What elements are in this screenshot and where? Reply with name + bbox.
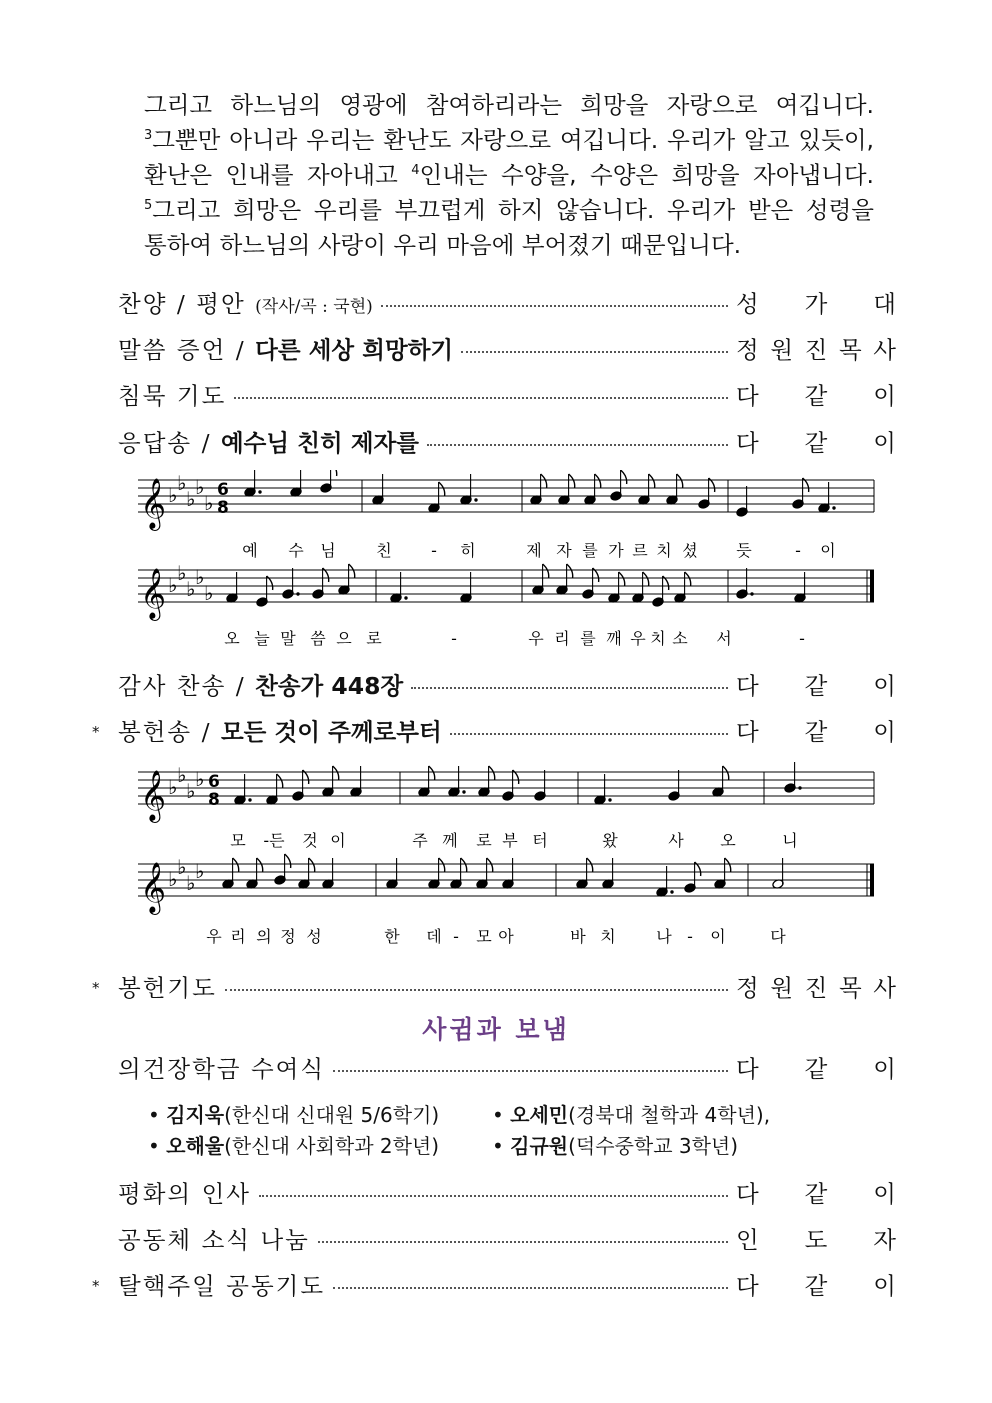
note-flag [429, 766, 435, 780]
lyric-syllable: 모 [230, 831, 246, 850]
lyric-syllable: 치 [650, 629, 666, 648]
lyric-syllable: 예 [242, 541, 258, 560]
lyric-syllable: 것 [302, 831, 318, 850]
note-flag [677, 474, 683, 488]
final-bar [870, 864, 874, 896]
note-flag [285, 854, 291, 868]
lyric-syllable: 우 [630, 629, 646, 648]
leader-dots [411, 687, 728, 689]
order-item-silent-prayer: 침묵 기도 다 같 이 [118, 376, 896, 412]
dot [248, 798, 251, 801]
order-item-thanks-hymn: 감사 찬송 / 찬송가 448장 다 같 이 [118, 666, 896, 702]
order-item-response: 응답송 / 예수님 친히 제자를 다 같 이 [118, 423, 896, 459]
note-flag [461, 858, 467, 872]
flat-sign: ♭ [186, 779, 196, 803]
note-flag [349, 564, 355, 578]
sermon-title: 다른 세상 희망하기 [255, 336, 454, 364]
dot [750, 592, 753, 595]
leader-dots [225, 989, 728, 991]
lyric-syllable: 주 [412, 831, 428, 850]
lyric-syllable: 리 [554, 629, 570, 648]
lyric-syllable: 우 [528, 629, 544, 648]
lyric-syllable: 제 [526, 541, 542, 560]
leader-dots [450, 733, 728, 735]
flat-sign: ♭ [168, 483, 178, 507]
leader-dots [234, 397, 728, 399]
lyric-syllable: 나 [656, 927, 672, 946]
lyric-syllable: - [799, 629, 805, 648]
lyric-syllable: 오 [720, 831, 736, 850]
response-song-score [0, 470, 992, 660]
lyric-syllable: 로 [476, 831, 492, 850]
order-item-prayer: * 탈핵주일 공동기도 다 같 이 [118, 1266, 896, 1302]
note-flag [621, 470, 627, 484]
note-flag [333, 766, 339, 780]
flat-sign: ♭ [177, 561, 187, 585]
lyric-syllable: 리 [230, 927, 246, 946]
lyric-syllable: 말 [280, 629, 296, 648]
offertory-song-score [0, 760, 992, 960]
order-item-news: 공동체 소식 나눔 인 도 자 [118, 1220, 896, 1256]
flat-sign: ♭ [168, 775, 178, 799]
lyric-syllable: 바 [570, 927, 586, 946]
lyric-syllable: 늘 [254, 629, 270, 648]
order-item-testimony: 말씀 증언 / 다른 세상 희망하기 정 원 진 목 사 [118, 330, 896, 366]
lyric-syllable: -든 [263, 831, 285, 850]
lyric-syllable: 소 [672, 629, 688, 648]
recipient: • 오세민(경북대 철학과 4학년), [492, 1103, 771, 1127]
flat-sign: ♭ [186, 577, 196, 601]
lyric-syllable: - [453, 927, 459, 946]
lyric-syllable: - [451, 629, 457, 648]
note-flag [331, 470, 337, 476]
lyric-syllable: 씀 [310, 629, 326, 648]
note-flag [619, 572, 625, 586]
dot [296, 592, 299, 595]
lyric-syllable: 듯 [736, 541, 752, 560]
note-flag [233, 858, 239, 872]
performer: 다 같 이 [736, 1272, 896, 1300]
lyric-syllable: - [431, 541, 437, 560]
performer: 정 원 진 목 사 [736, 974, 896, 1002]
lyric-syllable: 우 [206, 927, 222, 946]
flat-sign: ♭ [177, 471, 187, 495]
performer: 다 같 이 [736, 429, 896, 457]
leader-dots [427, 444, 728, 446]
note-flag [487, 858, 493, 872]
note-flag [723, 766, 729, 780]
time-signature-bottom: 8 [217, 498, 229, 518]
note-flag [643, 572, 649, 586]
note-flag [569, 474, 575, 488]
performer: 다 같 이 [736, 382, 896, 410]
lyric-syllable: 치 [656, 541, 672, 560]
standing-mark: * [92, 979, 100, 997]
lyric-syllable: 이 [820, 541, 836, 560]
hymn-number: 찬송가 448장 [255, 672, 404, 700]
lyric-syllable: 왔 [602, 831, 618, 850]
note-flag [439, 482, 445, 496]
lyric-syllable: 한 [384, 927, 400, 946]
order-item-offertory-prayer: * 봉헌기도 정 원 진 목 사 [118, 968, 896, 1004]
scripture-line: $^5$그리고 희망은 우리를 부끄럽게 하지 않습니다. 우리가 받은 성령을 [144, 196, 874, 224]
lyric-syllable: 님 [320, 541, 336, 560]
dot [404, 596, 407, 599]
final-bar [870, 570, 874, 602]
standing-mark: * [92, 723, 100, 741]
section-heading: 사귐과 보냄 [422, 1015, 570, 1044]
lyric-syllable: 르 [632, 541, 648, 560]
lyric-syllable: 성 [306, 927, 322, 946]
treble-clef-icon: 𝄞 [140, 478, 167, 529]
lyric-syllable: - [687, 927, 693, 946]
lyric-syllable: 로 [366, 629, 382, 648]
lyric-syllable: 다 [770, 927, 786, 946]
performer: 다 같 이 [736, 1180, 896, 1208]
verse-number: 4 [411, 163, 420, 178]
lyric-syllable: 니 [782, 831, 798, 850]
hymn-credit: (작사/곡 : 국현) [255, 297, 373, 317]
lyric-syllable: 를 [580, 629, 596, 648]
note-flag [277, 774, 283, 788]
leader-dots [333, 1070, 728, 1072]
response-title: 예수님 친히 제자를 [220, 429, 419, 457]
performer: 다 같 이 [736, 672, 896, 700]
note-flag [541, 474, 547, 488]
lyric-syllable: 사 [668, 831, 684, 850]
dot [798, 786, 801, 789]
treble-clef-icon: 𝄞 [140, 862, 167, 913]
lyric-syllable: 치 [600, 927, 616, 946]
lyric-syllable: - [795, 541, 801, 560]
lyric-syllable: 친 [376, 541, 392, 560]
leader-dots [318, 1241, 728, 1243]
lyric-syllable: 깨 [606, 629, 622, 648]
lyric-syllable: 데 [426, 927, 442, 946]
flat-sign: ♭ [204, 491, 214, 515]
lyric-syllable: 서 [716, 629, 732, 648]
scripture-line: 통하여 하느님의 사랑이 우리 마음에 부어졌기 때문입니다. [144, 231, 742, 259]
order-item-offertory-song: * 봉헌송 / 모든 것이 주께로부터 다 같 이 [118, 712, 896, 748]
scripture-line: 그리고 하느님의 영광에 참여하리라는 희망을 자랑으로 여깁니다. [144, 91, 874, 119]
note-flag [649, 474, 655, 488]
lyric-syllable: 터 [532, 831, 548, 850]
treble-clef-icon: 𝄞 [140, 568, 167, 619]
staff [138, 470, 874, 560]
staff [138, 561, 874, 648]
leader-dots [333, 1287, 728, 1289]
treble-clef-icon: 𝄞 [140, 770, 167, 821]
lyric-syllable: 히 [460, 541, 476, 560]
lyric-syllable: 이 [710, 927, 726, 946]
note-flag [725, 858, 731, 872]
lyric-syllable: 셨 [682, 541, 698, 560]
order-item-peace: 평화의 인사 다 같 이 [118, 1174, 896, 1210]
lyric-syllable: 모 [476, 927, 492, 946]
flat-sign: ♭ [186, 871, 196, 895]
flat-sign: ♭ [186, 487, 196, 511]
standing-mark: * [92, 1277, 100, 1295]
dot [462, 790, 465, 793]
staff [138, 762, 874, 850]
note-flag [567, 564, 573, 578]
flat-sign: ♭ [177, 855, 187, 879]
leader-dots [461, 351, 728, 353]
flat-sign: ♭ [168, 573, 178, 597]
lyric-syllable: 이 [330, 831, 346, 850]
verse-number: 3 [144, 128, 153, 143]
verse-number: 5 [144, 198, 153, 213]
note-flag [587, 858, 593, 872]
leader-dots [259, 1195, 728, 1197]
lyric-syllable: 부 [502, 831, 518, 850]
recipient: • 김규원(덕수중학교 3학년) [492, 1134, 739, 1158]
dot [258, 490, 261, 493]
flat-sign: ♭ [195, 767, 205, 791]
note-flag [489, 766, 495, 780]
order-item-scholarship: 의건장학금 수여식 다 같 이 [118, 1049, 896, 1085]
time-signature-bottom: 8 [208, 790, 220, 810]
flat-sign: ♭ [195, 565, 205, 589]
dot [474, 498, 477, 501]
lyric-syllable: 자 [556, 541, 572, 560]
flat-sign: ♭ [177, 763, 187, 787]
lyric-syllable: 오 [224, 629, 240, 648]
recipient: • 오해울(한신대 사회학과 2학년) [148, 1134, 440, 1158]
offertory-song-title: 모든 것이 주께로부터 [220, 718, 442, 746]
staff [138, 854, 874, 946]
performer: 다 같 이 [736, 718, 896, 746]
leader-dots [381, 305, 728, 307]
note-flag [685, 572, 691, 586]
lyric-syllable: 수 [288, 541, 304, 560]
scripture-line: $^3$그뿐만 아니라 우리는 환난도 자랑으로 여깁니다. 우리가 알고 있듯이, [144, 126, 874, 154]
flat-sign: ♭ [195, 475, 205, 499]
lyric-syllable: 의 [256, 927, 272, 946]
time-signature-top: 6 [217, 480, 229, 500]
lyric-syllable: 정 [280, 927, 296, 946]
note-flag [309, 858, 315, 872]
lyric-syllable: 께 [442, 831, 458, 850]
scripture-line: 환난은 인내를 자아내고 $^4$인내는 수양을, 수양은 희망을 자아냅니다. [144, 161, 874, 189]
dot [608, 798, 611, 801]
lyric-syllable: 으 [336, 629, 352, 648]
note-flag [543, 564, 549, 578]
lyric-syllable: 아 [498, 927, 514, 946]
flat-sign: ♭ [195, 859, 205, 883]
time-signature-top: 6 [208, 772, 220, 792]
flat-sign: ♭ [204, 581, 214, 605]
lyric-syllable: 를 [582, 541, 598, 560]
note-flag [595, 474, 601, 488]
note-flag [439, 858, 445, 872]
note-flag [257, 858, 263, 872]
flat-sign: ♭ [168, 867, 178, 891]
performer: 인 도 자 [736, 1226, 896, 1254]
recipient: • 김지욱(한신대 신대원 5/6학기) [148, 1103, 440, 1127]
performer: 성 가 대 [736, 290, 896, 318]
dot [832, 506, 835, 509]
dot [670, 890, 673, 893]
performer: 다 같 이 [736, 1055, 896, 1083]
performer: 정 원 진 목 사 [736, 336, 896, 364]
lyric-syllable: 가 [608, 541, 624, 560]
order-item-hymn: 찬양 / 평안 (작사/곡 : 국현) 성 가 대 [118, 284, 896, 320]
scripture-passage [144, 88, 874, 263]
